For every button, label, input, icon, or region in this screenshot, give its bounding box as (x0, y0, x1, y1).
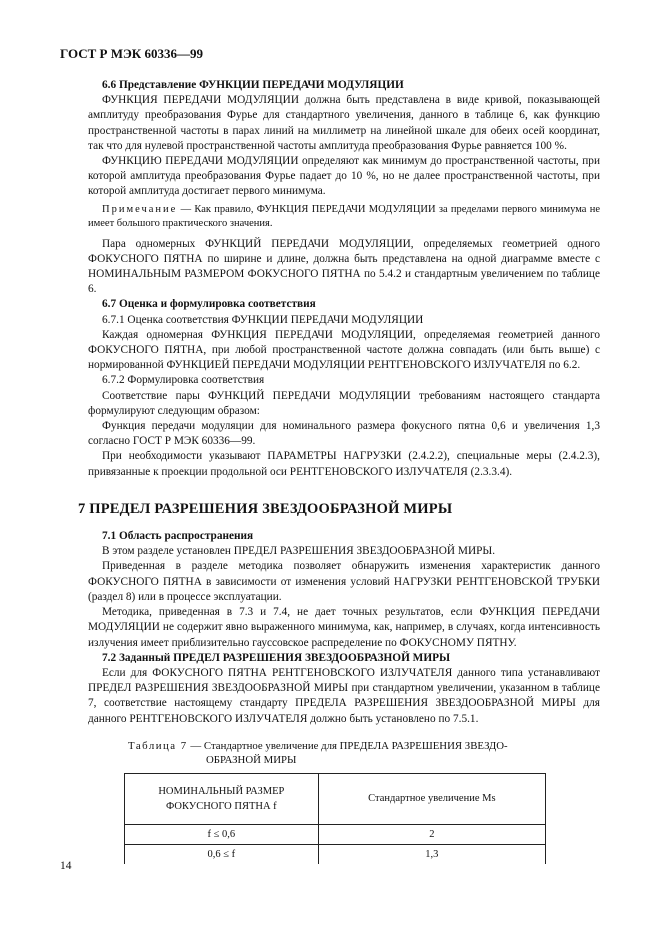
table-7 (124, 773, 546, 864)
subsection-6-7-1: 6.7.1 Оценка соответствия ФУНКЦИИ ПЕРЕДАЧИ МОДУЛЯЦИИ (102, 313, 424, 326)
section-7-1-title: 7.1 Область распространения (102, 530, 254, 543)
paragraph: Каждая одномерная ФУНКЦИЯ ПЕРЕДАЧИ МОДУЛЯЦИИ, определяемая геометрией данного ФОКУСНОГО ПЯТНА, при любой пространственной частоте должна совпадать (или быть выше) с нормированной ФУНКЦИЕЙ ПЕРЕДАЧИ МОДУЛЯЦИИ РЕНТГЕНОВСКОГО ИЗЛУЧАТЕЛЯ по 6.2. (88, 328, 600, 372)
page-header: ГОСТ Р МЭК 60336—99 (60, 46, 203, 61)
paragraph: Приведенная в разделе методика позволяет обнаружить изменения характеристик данного ФОКУСНОГО ПЯТНА в зависимости от изменения условий НАГРУЗКИ РЕНТГЕНОВСКОЙ ТРУБКИ (раздел 8) или в процессе эксплуатации. (88, 560, 600, 603)
section-7-title: 7 ПРЕДЕЛ РАЗРЕШЕНИЯ ЗВЕЗДООБРАЗНОЙ МИРЫ (78, 500, 453, 517)
table-header-row (125, 773, 546, 824)
table-cell-size: f ≤ 0,6 (125, 824, 319, 844)
paragraph: Функция передачи модуляции для номинального размера фокусного пятна 0,6 и увеличения 1,3 согласно ГОСТ Р МЭК 60336—99. (88, 420, 600, 448)
table-7-caption (128, 739, 600, 767)
paragraph: ФУНКЦИЮ ПЕРЕДАЧИ МОДУЛЯЦИИ определяют как минимум до пространственной частоты, при которой амплитуда преобразования Фурье падает до 10 %, но не далее пространственной частоты, при которой амплитуда достигает первого минимума. (88, 155, 600, 198)
section-7-2-title: 7.2 Заданный ПРЕДЕЛ РАЗРЕШЕНИЯ ЗВЕЗДООБРАЗНОЙ МИРЫ (102, 651, 451, 664)
paragraph: Если для ФОКУСНОГО ПЯТНА РЕНТГЕНОВСКОГО ИЗЛУЧАТЕЛЯ данного типа устанавливают ПРЕДЕЛ РАЗРЕШЕНИЯ ЗВЕЗДООБРАЗНОЙ МИРЫ при стандартном увеличении, указанном в таблице 7, соответствие настоящему стандарту ПРЕДЕЛА РАЗРЕШЕНИЯ ЗВЕЗДООБРАЗНОЙ МИРЫ для данного РЕНТГЕНОВСКОГО ИЗЛУЧАТЕЛЯ должно быть установлено по 7.5.1. (88, 666, 600, 725)
table-cell-size: 0,6 ≤ f (125, 844, 319, 864)
subsection-6-7-2: 6.7.2 Формулировка соответствия (102, 374, 265, 387)
table-cell-magnification: 2 (318, 824, 545, 844)
table-header-size: НОМИНАЛЬНЫЙ РАЗМЕР ФОКУСНОГО ПЯТНА f (125, 773, 319, 824)
paragraph: Пара одномерных ФУНКЦИЙ ПЕРЕДАЧИ МОДУЛЯЦИИ, определяемых геометрией одного ФОКУСНОГО ПЯТНА по ширине и длине, должна быть представлена на одной диаграмме вместе с НОМИНАЛЬНЫМ РАЗМЕРОМ ФОКУСНОГО ПЯТНА по 5.4.2 и стандартным увеличением по таблице 6. (88, 237, 600, 296)
table-row (125, 824, 546, 844)
paragraph: В этом разделе установлен ПРЕДЕЛ РАЗРЕШЕНИЯ ЗВЕЗДООБРАЗНОЙ МИРЫ. (102, 545, 496, 558)
paragraph: Методика, приведенная в 7.3 и 7.4, не дает точных результатов, если ФУНКЦИЯ ПЕРЕДАЧИ МОДУЛЯЦИИ не содержит явно выраженного минимума, как, например, в случаях, когда интенсивность излучения имеет приблизительно гауссовское распределение по ФОКУСНОМУ ПЯТНУ. (88, 606, 600, 649)
section-6-7-title: 6.7 Оценка и формулировка соответствия (102, 298, 316, 311)
table-caption-label: Таблица 7 (128, 739, 188, 752)
table-caption-line1: — Стандартное увеличение для ПРЕДЕЛА РАЗРЕШЕНИЯ ЗВЕЗДО- (187, 739, 508, 752)
paragraph: Соответствие пары ФУНКЦИЙ ПЕРЕДАЧИ МОДУЛЯЦИИ требованиям настоящего стандарта формулируют следующим образом: (88, 389, 600, 417)
page-number: 14 (60, 860, 72, 872)
table-row (125, 844, 546, 864)
note-label: Примечание (102, 203, 178, 215)
note-text: — Как правило, ФУНКЦИЯ ПЕРЕДАЧИ МОДУЛЯЦИИ за пределами первого минимума не имеет большого практического значения. (88, 203, 600, 229)
table-cell-magnification: 1,3 (318, 844, 545, 864)
section-6-6-title: 6.6 Представление ФУНКЦИИ ПЕРЕДАЧИ МОДУЛЯЦИИ (102, 79, 404, 91)
table-caption-line2: ОБРАЗНОЙ МИРЫ (206, 753, 297, 766)
page-content (78, 78, 600, 864)
paragraph: ФУНКЦИЯ ПЕРЕДАЧИ МОДУЛЯЦИИ должна быть представлена в виде кривой, показывающей амплитуду преобразования Фурье для стандартного увеличения, данного в таблице 6, как функцию пространственной частоты в парах линий на миллиметр на линейной шкале для обеих осей координат, так что для нулевой пространственной частоты амплитуда преобразования Фурье равняется 100 %. (88, 94, 600, 152)
paragraph: При необходимости указывают ПАРАМЕТРЫ НАГРУЗКИ (2.4.2.2), специальные меры (2.4.2.3), привязанные к проекции продольной оси РЕНТГЕНОВСКОГО ИЗЛУЧАТЕЛЯ (2.3.3.4). (88, 450, 600, 478)
note-paragraph (88, 203, 600, 231)
table-header-magnification: Стандартное увеличение Ms (318, 773, 545, 824)
